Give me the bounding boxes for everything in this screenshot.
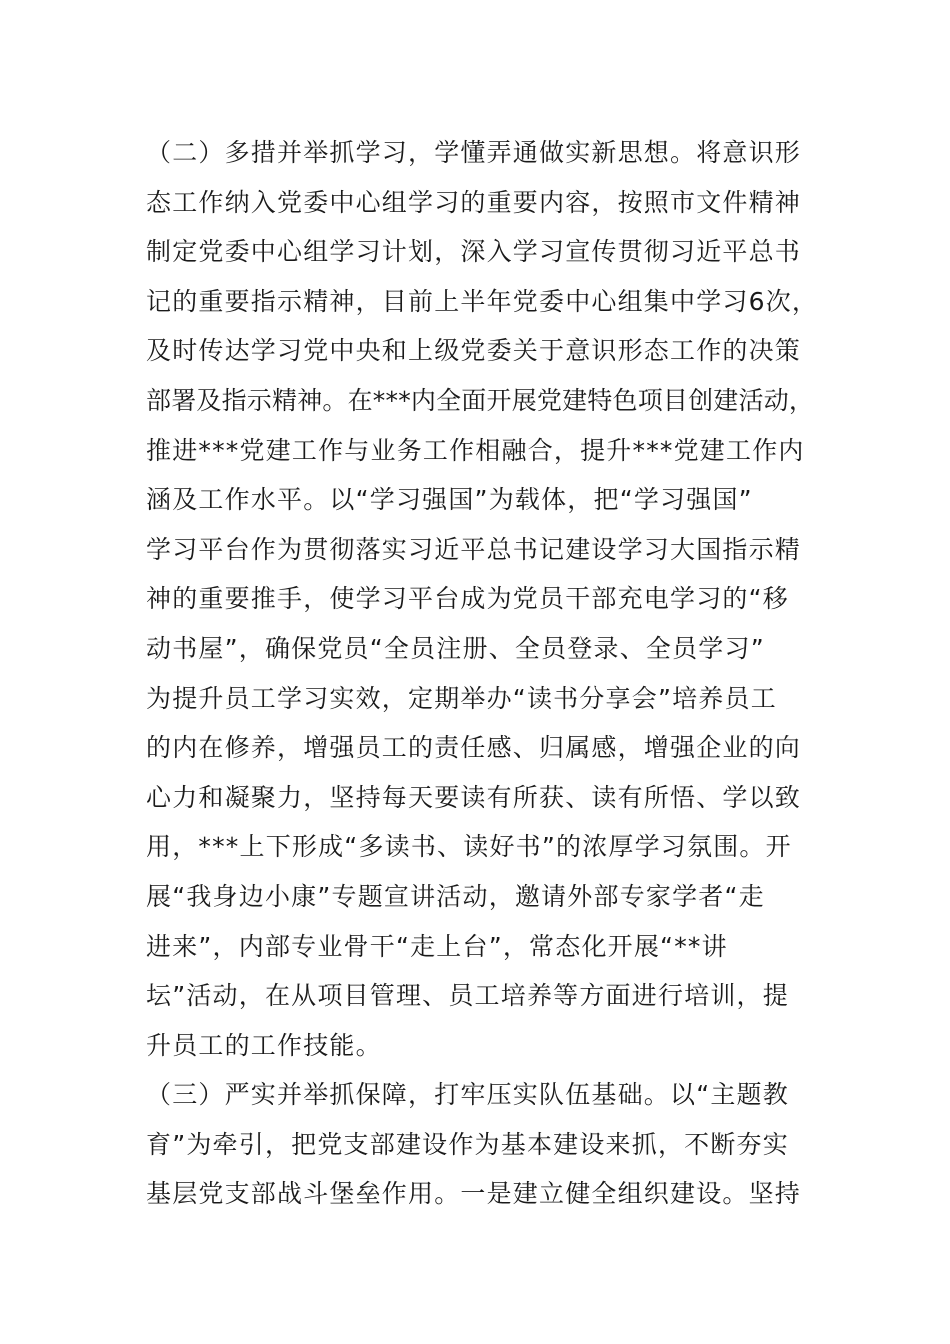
text-line: 及时传达学习党中央和上级党委关于意识形态工作的决策 <box>146 336 802 366</box>
text-line: 心力和凝聚力，坚持每天要读有所获、读有所悟、学以致 <box>146 782 802 812</box>
text-line: 为提升员工学习实效，定期举办“读书分享会”培养员工 <box>146 683 777 713</box>
text-line: 基层党支部战斗堡垒作用。一是建立健全组织建设。坚持 <box>146 1179 802 1209</box>
text-line: 部署及指示精神。在***内全面开展党建特色项目创建活动， <box>146 385 815 415</box>
body-text <box>146 128 836 1219</box>
text-line: 推进***党建工作与业务工作相融合，提升***党建工作内 <box>146 435 805 465</box>
text-line: 动书屋”，确保党员“全员注册、全员登录、全员学习” <box>146 633 765 663</box>
text-line: 展“我身边小康”专题宣讲活动，邀请外部专家学者“走 <box>146 881 765 911</box>
text-line: 态工作纳入党委中心组学习的重要内容，按照市文件精神 <box>146 187 802 217</box>
text-line: 坛”活动，在从项目管理、员工培养等方面进行培训，提 <box>146 981 789 1011</box>
text-line: 进来”，内部专业骨干“走上台”，常态化开展“**讲 <box>146 931 728 961</box>
text-line: 升员工的工作技能。 <box>146 1030 382 1060</box>
text-line: 学习平台作为贯彻落实习近平总书记建设学习大国指示精 <box>146 534 802 564</box>
text-line: 神的重要推手，使学习平台成为党员干部充电学习的“移 <box>146 584 789 614</box>
text-line: 涵及工作水平。以“学习强国”为载体，把“学习强国” <box>146 485 753 515</box>
text-line: 的内在修养，增强员工的责任感、归属感，增强企业的向 <box>146 733 802 763</box>
text-line: 记的重要指示精神，目前上半年党委中心组集中学习6次， <box>146 286 819 316</box>
text-line: 育”为牵引，把党支部建设作为基本建设来抓，不断夯实 <box>146 1129 789 1159</box>
text-line: 用，***上下形成“多读书、读好书”的浓厚学习氛围。开 <box>146 832 792 862</box>
text-line: （三）严实并举抓保障，打牢压实队伍基础。以“主题教 <box>146 1080 789 1110</box>
text-line: （二）多措并举抓学习，学懂弄通做实新思想。将意识形 <box>146 138 802 167</box>
text-line: 制定党委中心组学习计划，深入学习宣传贯彻习近平总书 <box>146 237 802 267</box>
